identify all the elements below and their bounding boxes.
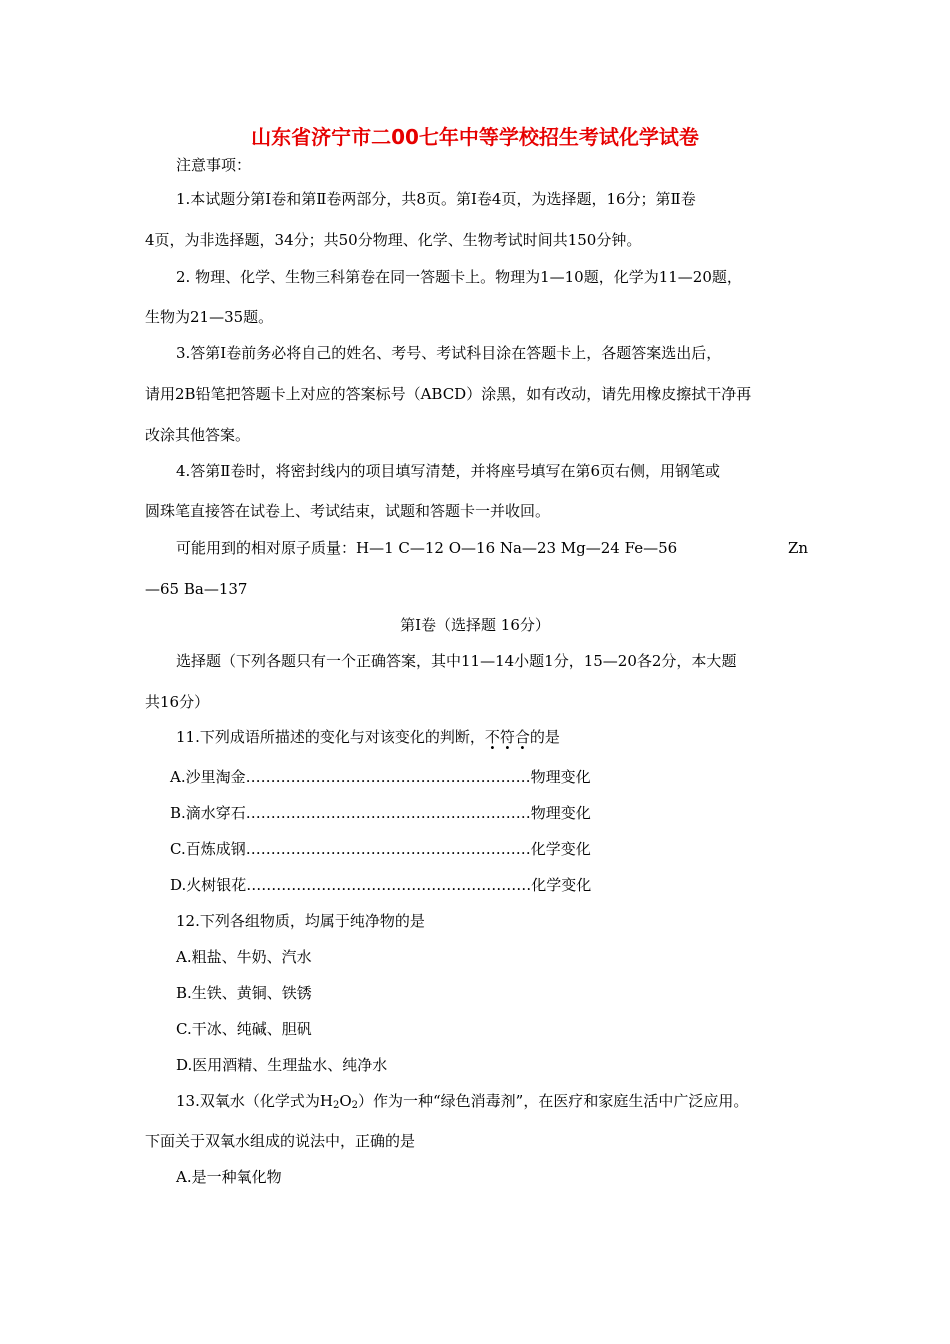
question-12-option-b: B.生铁、黄铜、铁锈 <box>176 984 312 1002</box>
option-label: B.滴水穿石 <box>170 804 246 822</box>
dot-leader: ………………………………………………… <box>245 804 531 822</box>
option-label: C.百炼成钢 <box>170 840 246 858</box>
emphasis-char: 合 <box>514 728 530 746</box>
atomic-mass-line-1: 可能用到的相对原子质量：H—1 C—12 O—16 Na—23 Mg—24 Fe—56 <box>176 539 678 557</box>
notice-heading: 注意事项： <box>176 156 252 174</box>
question-13-text: ）作为一种“绿色消毒剂”，在医疗和家庭生活中广泛应用。 <box>358 1092 749 1110</box>
question-11-option-d <box>170 875 591 895</box>
question-13-option-a: A.是一种氧化物 <box>176 1168 282 1186</box>
option-label: D.火树银花 <box>170 876 247 894</box>
emphasis-char: 符 <box>499 728 515 746</box>
dot-leader: ………………………………………………… <box>246 876 532 894</box>
instructions-line-1: 选择题（下列各题只有一个正确答案，其中11—14小题1分，15—20各2分，本大题 <box>176 652 737 670</box>
question-11-option-b <box>170 803 591 823</box>
question-11-text: 11.下列成语所描述的变化与对该变化的判断， <box>176 728 485 746</box>
note-1-line-2: 4页，为非选择题，34分；共50分物理、化学、生物考试时间共150分钟。 <box>145 231 642 249</box>
note-3-line-3: 改涂其他答案。 <box>145 426 251 444</box>
question-11-tail: 的是 <box>529 728 560 746</box>
note-4-line-2: 圆珠笔直接答在试卷上、考试结束，试题和答题卡一并收回。 <box>145 502 551 520</box>
subscript: 2 <box>351 1100 358 1111</box>
question-12-option-d: D.医用酒精、生理盐水、纯净水 <box>176 1056 388 1074</box>
note-2-line-1: 2. 物理、化学、生物三科第卷在同一答题卡上。物理为1—10题，化学为11—20题， <box>176 268 742 286</box>
note-1-line-1: 1.本试题分第Ⅰ卷和第Ⅱ卷两部分，共8页。第Ⅰ卷4页，为选择题，16分；第Ⅱ卷 <box>176 190 696 208</box>
option-answer: 物理变化 <box>530 768 591 786</box>
atomic-mass-zn: Zn <box>788 539 809 557</box>
question-11-stem <box>176 727 560 747</box>
question-11-option-c <box>170 839 591 859</box>
question-12-stem: 12.下列各组物质，均属于纯净物的是 <box>176 912 425 930</box>
question-12-option-a: A.粗盐、牛奶、汽水 <box>176 948 312 966</box>
question-13-stem-line-1 <box>176 1091 748 1116</box>
option-answer: 化学变化 <box>530 840 591 858</box>
question-13-text: O <box>339 1092 352 1110</box>
option-answer: 物理变化 <box>530 804 591 822</box>
option-answer: 化学变化 <box>531 876 592 894</box>
question-12-option-c: C.干冰、纯碱、胆矾 <box>176 1020 312 1038</box>
exam-title: 山东省济宁市二00七年中等学校招生考试化学试卷 <box>251 125 699 149</box>
question-13-text: 13.双氧水（化学式为H <box>176 1092 333 1110</box>
note-3-line-2: 请用2B铅笔把答题卡上对应的答案标号（ABCD）涂黑，如有改动，请先用橡皮擦拭干净再 <box>145 385 752 403</box>
note-2-line-2: 生物为21—35题。 <box>145 308 274 326</box>
subscript: 2 <box>332 1100 340 1111</box>
question-13-stem-line-2: 下面关于双氧水组成的说法中，正确的是 <box>145 1132 416 1150</box>
dot-leader: ………………………………………………… <box>245 768 531 786</box>
emphasis-char: 不 <box>484 728 500 746</box>
option-label: A.沙里淘金 <box>170 768 246 786</box>
note-4-line-1: 4.答第Ⅱ卷时，将密封线内的项目填写清楚，并将座号填写在第6页右侧，用钢笔或 <box>176 462 721 480</box>
dot-leader: ………………………………………………… <box>245 840 531 858</box>
note-3-line-1: 3.答第Ⅰ卷前务必将自己的姓名、考号、考试科目涂在答题卡上，各题答案选出后， <box>176 344 722 362</box>
atomic-mass-line-2: —65 Ba—137 <box>145 580 248 598</box>
instructions-line-2: 共16分） <box>145 693 210 711</box>
question-11-option-a <box>170 767 591 787</box>
section-title: 第Ⅰ卷（选择题 16分） <box>400 616 550 634</box>
